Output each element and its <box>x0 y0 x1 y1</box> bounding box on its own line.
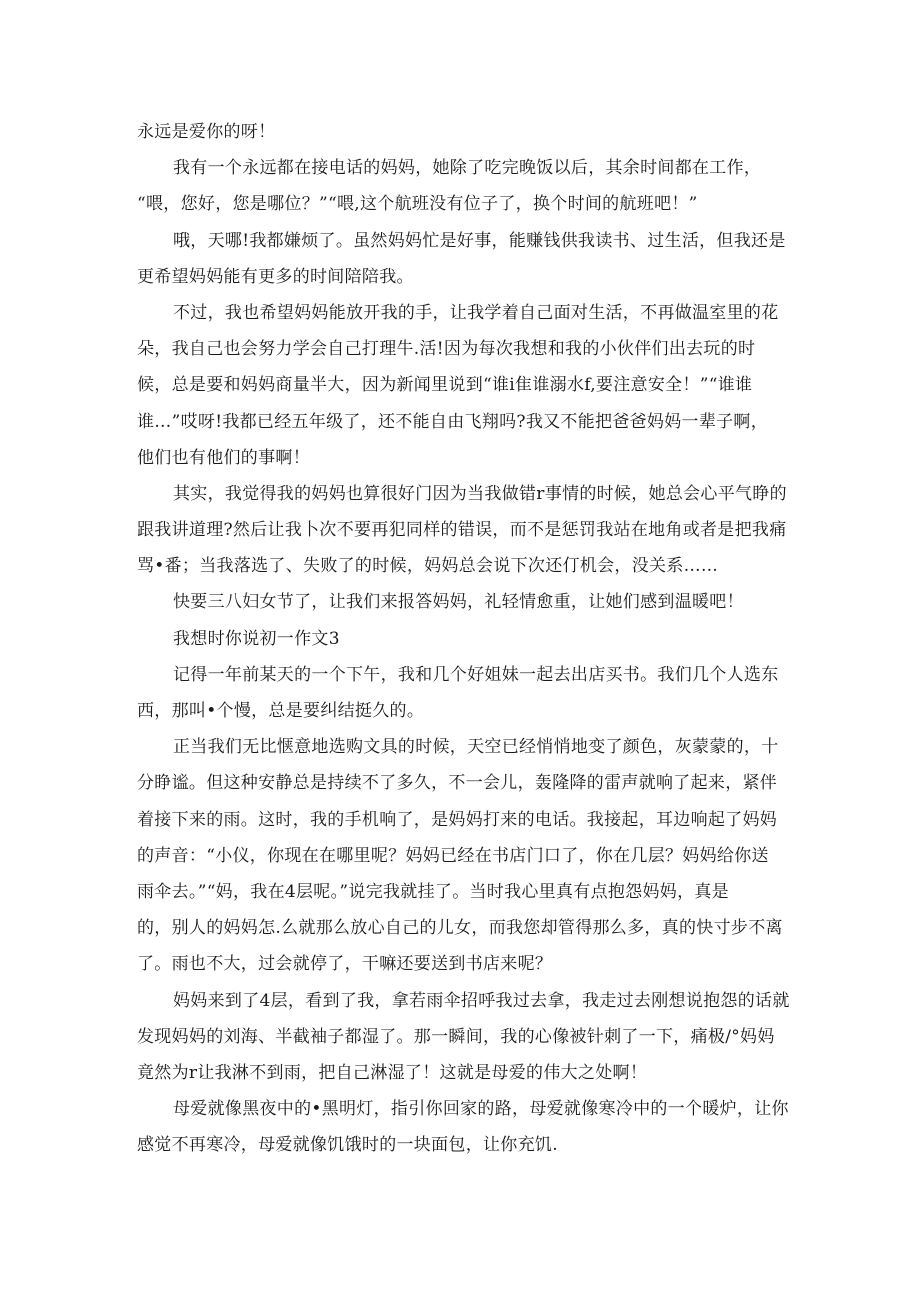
essay-body <box>137 114 797 1163</box>
text-line: 的，别人的妈妈怎.么就那么放心自己的儿女，而我您却管得那么多，真的快寸步不离 <box>137 918 783 939</box>
text-line: 快要三八妇女节了，让我们来报答妈妈，礼轻情愈重，让她们感到温暖吧！ <box>173 592 744 613</box>
text-line: 分睁谧。但这种安静总是持续不了多久，不一会儿，轰隆降的雷声就响了起来，紧伴 <box>137 773 778 794</box>
text-line: 他们也有他们的事啊！ <box>137 447 310 468</box>
text-line: 跟我讲道理?然后让我卜次不要再犯同样的错误，而不是惩罚我站在地角或者是把我痛 <box>137 520 787 541</box>
text-line: 候，总是要和妈妈商量半大，因为新闻里说到“谁i隹谁溺水f,要注意安全！”“谁谁 <box>137 375 753 396</box>
text-line: 雨伞去。”“妈，我在4层呢。”说完我就挂了。当时我心里真有点抱怨妈妈，真是 <box>137 881 729 902</box>
text-line: 其实，我觉得我的妈妈也算很好门因为当我做错r事情的时候，她总会心平气睁的 <box>173 483 787 504</box>
text-line: 发现妈妈的刘海、半截袖子都湿了。那一瞬间，我的心像被针刺了一下，痛极/°妈妈 <box>137 1026 775 1047</box>
text-line: 感觉不再寒冷，母爱就像饥饿时的一块面包，让你充饥. <box>137 1135 558 1156</box>
text-line: 西，那叫•个慢，总是要纠结挺久的。 <box>137 701 425 721</box>
text-line: 竟然为r让我淋不到雨，把自己淋湿了！这就是母爱的伟大之处啊！ <box>137 1062 648 1083</box>
text-line: 不过，我也希望妈妈能放开我的手，让我学着自己面对生活，不再做温室里的花 <box>173 302 779 323</box>
text-line: 谁…”哎呀!我都已经五年级了，还不能自由飞翔吗?我又不能把爸爸妈妈一辈子啊， <box>137 411 769 432</box>
text-line: 永远是爱你的呀！ <box>137 122 276 142</box>
text-line: 正当我们无比惬意地选购文具的时候，天空已经悄悄地变了颜色，灰蒙蒙的，十 <box>173 737 779 758</box>
text-line: 哦，天哪!我都嫌烦了。虽然妈妈忙是好事，能赚钱供我读书、过生活，但我还是 <box>173 230 786 251</box>
text-line: 骂•番；当我落选了、失败了的时候，妈妈总会说下次还仃机会，没关系…… <box>137 556 719 577</box>
text-line: 母爱就像黑夜中的•黑明灯，指引你回家的路，母爱就像寒冷中的一个暖炉，让你 <box>173 1099 789 1120</box>
text-line: 更希望妈妈能有更多的时间陪陪我。 <box>137 266 414 287</box>
text-line: 我有一个永远都在接电话的妈妈，她除了吃完晚饭以后，其余时间都在工作， <box>173 158 762 179</box>
text-line: 妈妈来到了4层，看到了我，拿若雨伞招呼我过去拿，我走过去刚想说抱怨的话就 <box>173 990 790 1011</box>
text-line: 朵，我自己也会努力学会自己打理牛.活!因为每次我想和我的小伙伴们出去玩的时 <box>137 339 756 360</box>
text-line: 记得一年前某天的一个下午，我和几个好姐妹一起去出店买书。我们几个人选东 <box>173 664 779 685</box>
text-line: 我想时你说初一作文3 <box>173 628 340 649</box>
text-line: 着接下来的雨。这时，我的手机响了，是妈妈打来的电话。我接起，耳边响起了妈妈 <box>137 809 778 830</box>
text-line: 了。雨也不大，过会就停了，干嘛还要送到书店来呢？ <box>137 954 553 975</box>
text-line: “喂，您好，您是哪位？”“喂,这个航班没有位子了，换个时间的航班吧！” <box>137 194 698 215</box>
text-line: 的声音：“小仪，你现在在哪里呢？妈妈已经在书店门口了，你在几层？妈妈给你送 <box>137 845 769 866</box>
